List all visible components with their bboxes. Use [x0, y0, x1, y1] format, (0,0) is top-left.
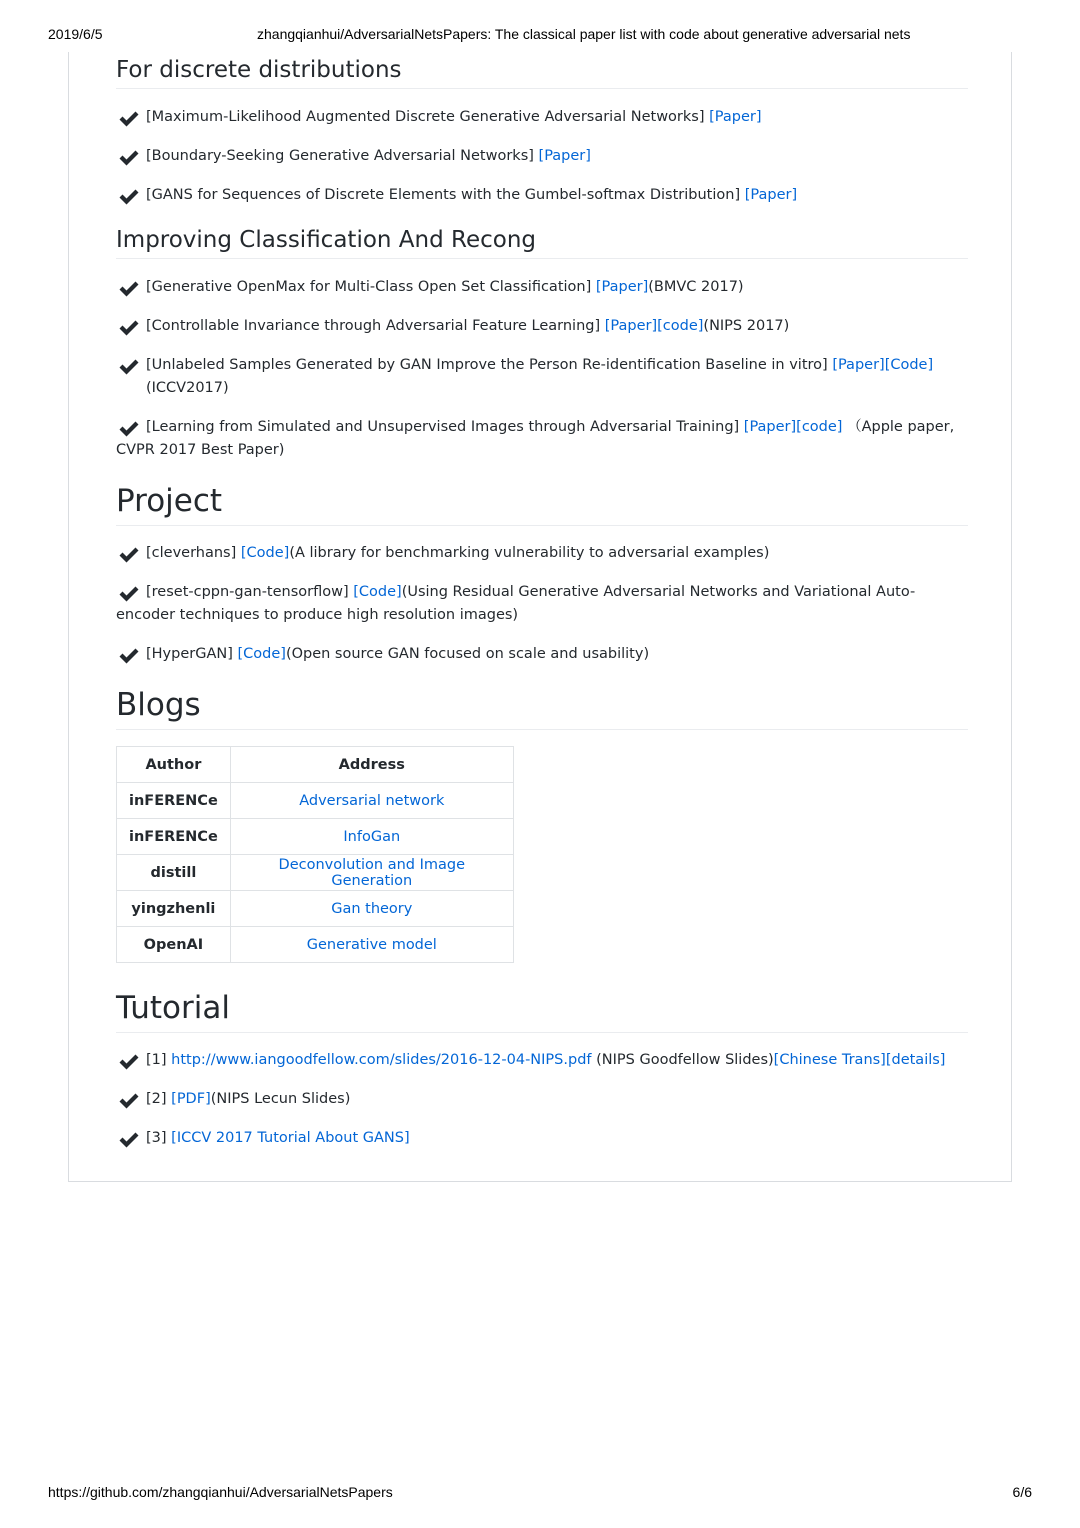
- print-date: 2019/6/5: [48, 26, 103, 42]
- translation-link[interactable]: [Chinese Trans][details]: [773, 1052, 946, 1068]
- blogs-table: [116, 746, 514, 963]
- table-row: [117, 891, 514, 927]
- author-cell: distill: [117, 855, 231, 891]
- check-icon: [118, 1053, 140, 1071]
- print-footer: [48, 1484, 1032, 1504]
- list-item: [HyperGAN] [Code](Open source GAN focused on scale and usability): [116, 643, 968, 666]
- heading-classification: Improving Classification And Recong: [116, 223, 968, 259]
- list-item: [GANS for Sequences of Discrete Elements with the Gumbel-softmax Distribution] [Paper]: [116, 184, 968, 207]
- list-item: [3] [ICCV 2017 Tutorial About GANS]: [116, 1127, 968, 1150]
- address-link[interactable]: InfoGan: [343, 828, 401, 845]
- list-classification: [116, 276, 968, 462]
- paper-code-link[interactable]: [Paper][code]: [604, 318, 704, 334]
- list-item: [Boundary-Seeking Generative Adversarial Networks] [Paper]: [116, 145, 968, 168]
- author-cell: inFERENCe: [117, 783, 231, 819]
- paper-code-link[interactable]: [Paper][Code]: [832, 357, 934, 373]
- check-icon: [118, 358, 140, 376]
- author-cell: OpenAI: [117, 927, 231, 963]
- tutorial-link[interactable]: [ICCV 2017 Tutorial About GANS]: [171, 1130, 410, 1146]
- check-icon: [118, 420, 140, 438]
- list-item: [Controllable Invariance through Adversarial Feature Learning] [Paper][code](NIPS 2017): [116, 315, 968, 338]
- author-cell: inFERENCe: [117, 819, 231, 855]
- readme-container: [68, 52, 1012, 1182]
- address-cell: [230, 783, 513, 819]
- readme-content: [116, 52, 968, 1166]
- list-item: [2] [PDF](NIPS Lecun Slides): [116, 1088, 968, 1111]
- address-link[interactable]: Generative model: [306, 936, 437, 953]
- list-item: [reset-cppn-gan-tensorflow] [Code](Using Residual Generative Adversarial Networks and Variational Auto-encoder techniques to produce high resolution images): [116, 584, 916, 623]
- column-header-author: Author: [117, 747, 231, 783]
- heading-discrete: For discrete distributions: [116, 53, 968, 89]
- address-cell: [230, 819, 513, 855]
- address-link[interactable]: Adversarial network: [299, 792, 445, 809]
- list-item: [1] http://www.iangoodfellow.com/slides/2016-12-04-NIPS.pdf (NIPS Goodfellow Slides)[Chinese Trans][details]: [116, 1049, 968, 1072]
- paper-link[interactable]: [Paper]: [538, 148, 591, 164]
- check-icon: [118, 149, 140, 167]
- page-number: 6/6: [1012, 1484, 1032, 1500]
- address-cell: [230, 927, 513, 963]
- code-link[interactable]: [Code]: [353, 584, 402, 600]
- list-item: [Maximum-Likelihood Augmented Discrete Generative Adversarial Networks] [Paper]: [116, 106, 968, 129]
- author-cell: yingzhenli: [117, 891, 231, 927]
- check-icon: [118, 585, 140, 603]
- heading-tutorial: Tutorial: [116, 985, 968, 1033]
- column-header-address: Address: [230, 747, 513, 783]
- address-cell: [230, 891, 513, 927]
- list-tutorial: [116, 1049, 968, 1150]
- heading-blogs: Blogs: [116, 682, 968, 730]
- code-link[interactable]: [Code]: [240, 545, 290, 561]
- check-icon: [118, 280, 140, 298]
- address-link[interactable]: Deconvolution and Image Generation: [278, 856, 466, 889]
- check-icon: [118, 1131, 140, 1149]
- print-url: https://github.com/zhangqianhui/AdversarialNetsPapers: [48, 1484, 393, 1500]
- pdf-link[interactable]: [PDF]: [171, 1091, 211, 1107]
- slides-link[interactable]: http://www.iangoodfellow.com/slides/2016-12-04-NIPS.pdf: [171, 1052, 592, 1068]
- print-title: zhangqianhui/AdversarialNetsPapers: The classical paper list with code about generative adversarial nets: [257, 26, 911, 42]
- check-icon: [118, 1092, 140, 1110]
- list-discrete: [116, 106, 968, 207]
- paper-link[interactable]: [Paper]: [595, 279, 649, 295]
- list-item: [Unlabeled Samples Generated by GAN Improve the Person Re-identification Baseline in vitro] [Paper][Code] (ICCV2017): [116, 354, 968, 400]
- table-row: [117, 927, 514, 963]
- check-icon: [118, 110, 140, 128]
- paper-link[interactable]: [Paper]: [709, 109, 762, 125]
- list-item: [Learning from Simulated and Unsupervised Images through Adversarial Training] [Paper][code] （Apple paper, CVPR 2017 Best Paper): [116, 419, 955, 458]
- check-icon: [118, 319, 140, 337]
- table-row: [117, 783, 514, 819]
- table-row: [117, 819, 514, 855]
- list-item: [cleverhans] [Code](A library for benchmarking vulnerability to adversarial examples): [116, 542, 968, 565]
- address-cell: [230, 855, 513, 891]
- check-icon: [118, 188, 140, 206]
- check-icon: [118, 647, 140, 665]
- paper-link[interactable]: [Paper]: [744, 187, 798, 203]
- list-project: [116, 542, 968, 666]
- table-header-row: [117, 747, 514, 783]
- list-item: [Generative OpenMax for Multi-Class Open Set Classification] [Paper](BMVC 2017): [116, 276, 968, 299]
- print-header: [48, 26, 1032, 46]
- code-link[interactable]: [Code]: [237, 646, 286, 662]
- paper-code-link[interactable]: [Paper][code]: [743, 419, 843, 435]
- check-icon: [118, 546, 140, 564]
- table-row: [117, 855, 514, 891]
- address-link[interactable]: Gan theory: [331, 900, 413, 917]
- heading-project: Project: [116, 478, 968, 526]
